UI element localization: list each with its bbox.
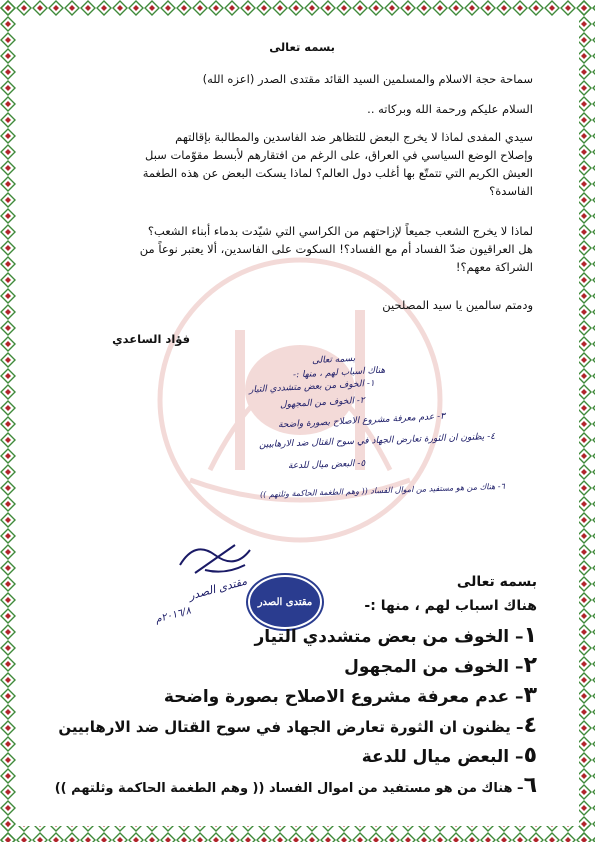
official-seal-icon: [248, 575, 322, 629]
text-line: العيش الكريم التي تتمتّع بها أغلب دول العالم؟ لماذا يسكت البعض عن هذه الطغمة: [142, 166, 533, 180]
reply-item-5: ٥– البعض ميال للدعة: [361, 743, 537, 768]
reply-item-text: يظنون ان الثورة تعارض الجهاد في سوح القتال ضد الارهابيين: [58, 718, 511, 736]
reply-item-4: ٤– يظنون ان الثورة تعارض الجهاد في سوح القتال ضد الارهابيين: [58, 713, 537, 738]
text-line: الفاسدة؟: [489, 184, 533, 198]
seal-text: مقتدى الصدر: [257, 596, 313, 608]
reply-item-text: الخوف من بعض متشددي التيار: [254, 627, 510, 647]
reply-item-number: ٣: [523, 683, 537, 708]
text-line: لماذا لا يخرج الشعب جميعاً لإزاحتهم من الكراسي التي شيّدت بدماء أبناء الشعب؟: [147, 224, 533, 238]
letter-closing: ودمتم سالمين يا سيد المصلحين: [382, 298, 533, 312]
reply-item-number: ١: [523, 623, 537, 648]
text-line: الشراكة معهم؟!: [455, 260, 533, 274]
handwritten-intro: هناك اسباب لهم ، منها :-: [292, 365, 386, 381]
reply-item-3: ٣– عدم معرفة مشروع الاصلاح بصورة واضحة: [163, 683, 537, 708]
handwritten-line: ١- الخوف من بعض متشددي التيار: [248, 378, 376, 396]
handwritten-line: ٢- الخوف من المجهول: [280, 395, 366, 411]
reply-item-number: ٦: [523, 773, 537, 798]
reply-item-2: ٢– الخوف من المجهول: [344, 653, 537, 678]
reply-item-text: البعض ميال للدعة: [361, 747, 510, 767]
handwritten-line: ٣- عدم معرفة مشروع الاصلاح بصورة واضحة: [277, 411, 446, 431]
signature-date: ٢٠١٦/٨م: [154, 605, 193, 626]
letter-addressee: سماحة حجة الاسلام والمسلمين السيد القائد مقتدى الصدر (اعزه الله): [202, 72, 533, 86]
signature-name: مقتدى الصدر: [187, 574, 249, 603]
handwritten-line: ٤- يظنون ان الثورة تعارض الجهاد في سوح القتال ضد الارهابيين: [258, 431, 496, 451]
reply-item-6: ٦– هناك من هو مستفيد من اموال الفساد (( وهم الطغمة الحاكمة وثلتهم )): [54, 773, 537, 798]
handwritten-heading: بسمه تعالى: [311, 353, 356, 367]
reply-item-text: عدم معرفة مشروع الاصلاح بصورة واضحة: [163, 687, 510, 707]
letter-paragraph-1: [63, 128, 533, 200]
letter-sender: فؤاد الساعدي: [112, 332, 190, 346]
reply-intro: هناك اسباب لهم ، منها :-: [364, 598, 537, 614]
signature-scribble-icon: [175, 535, 255, 580]
letter-opening: بسمه تعالى: [269, 40, 335, 54]
reply-item-number: ٢: [523, 653, 537, 678]
text-line: هل العراقيون ضدّ الفساد أم مع الفساد؟! السكوت على الفاسدين، ألا يعتبر نوعاً من: [139, 242, 533, 256]
text-line: سيدي المفدى لماذا لا يخرج البعض للتظاهر ضد الفاسدين والمطالبة بإقالتهم: [175, 130, 533, 144]
reply-item-number: ٤: [523, 713, 537, 738]
reply-heading: بسمه تعالى: [456, 574, 537, 590]
text-line: وإصلاح الوضع السياسي في العراق، على الرغم من افتقارهم لأبسط مقوّمات سبل: [145, 148, 533, 162]
letter-paragraph-2: [63, 222, 533, 276]
handwritten-line: ٦- هناك من هو مستفيد من اموال الفساد (( وهم الطغمة الحاكمة وثلتهم )): [260, 481, 506, 500]
reply-item-text: هناك من هو مستفيد من اموال الفساد (( وهم الطغمة الحاكمة وثلتهم )): [54, 781, 513, 796]
letter-greeting: السلام عليكم ورحمة الله وبركاته ..: [367, 102, 533, 116]
reply-item-1: ١– الخوف من بعض متشددي التيار: [254, 623, 537, 648]
handwritten-line: ٥- البعض ميال للدعة: [287, 458, 366, 472]
reply-item-text: الخوف من المجهول: [344, 657, 510, 677]
reply-item-number: ٥: [523, 743, 537, 768]
